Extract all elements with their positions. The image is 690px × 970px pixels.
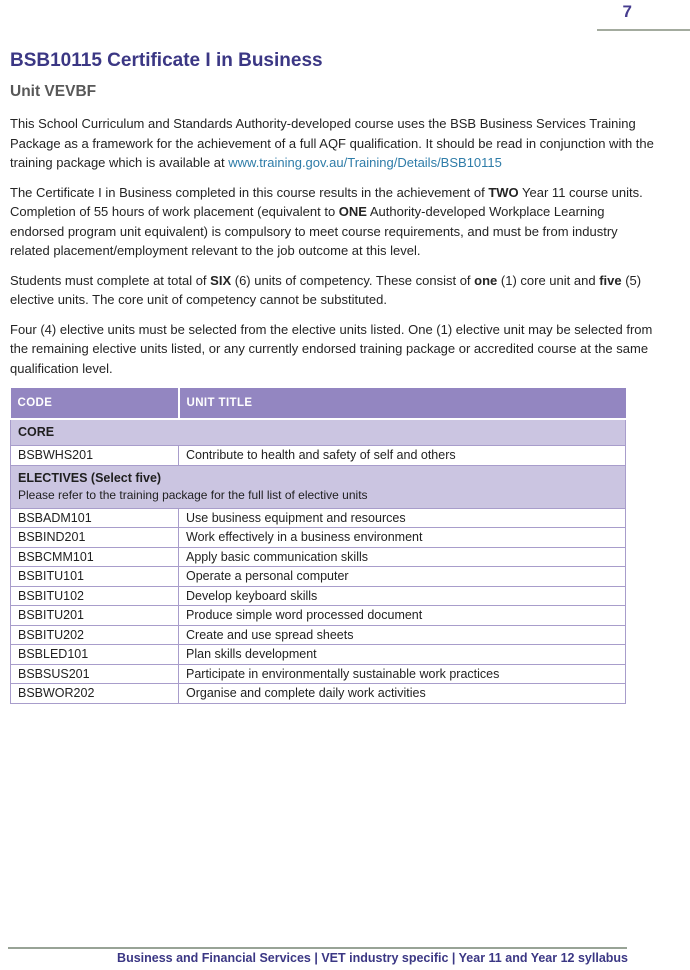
course-title: BSB10115 Certificate I in Business <box>10 50 323 71</box>
column-header-unit-title: UNIT TITLE <box>179 388 626 419</box>
text-run: (5) elective units. The core unit of competency cannot be substituted. <box>10 272 642 307</box>
unit-code: BSBITU102 <box>11 586 179 606</box>
footer-rule <box>8 947 627 949</box>
unit-code: BSBITU201 <box>11 606 179 626</box>
section-title: ELECTIVES (Select five) <box>18 470 162 485</box>
training-package-link[interactable]: www.training.gov.au/Training/Details/BSB10115 <box>228 155 502 170</box>
units-table <box>10 388 626 704</box>
page-number: 7 <box>622 2 632 21</box>
unit-subtitle: Unit VEVBF <box>10 83 97 100</box>
column-header-code: CODE <box>11 388 179 419</box>
bold-term: five <box>599 272 622 288</box>
paragraph <box>10 114 660 173</box>
text-run: Year 11 course units. Completion of 55 hours of work placement (equivalent to <box>10 184 643 219</box>
text-run: Authority-developed Workplace Learning endorsed program unit equivalent) is compulsory to meet course requirements, and must be from industry related placement/employment relevant to the job outcome at this level. <box>10 204 618 258</box>
unit-title: Operate a personal computer <box>179 567 626 587</box>
text-run: (6) units of competency. These consist of <box>231 272 475 288</box>
paragraph <box>10 183 660 261</box>
bold-term: one <box>474 272 498 288</box>
body-paragraphs <box>10 114 660 378</box>
unit-row <box>11 606 626 626</box>
bold-term: SIX <box>210 272 232 288</box>
unit-title: Organise and complete daily work activities <box>179 684 626 704</box>
unit-code: BSBLED101 <box>11 645 179 665</box>
unit-title: Produce simple word processed document <box>179 606 626 626</box>
unit-title: Plan skills development <box>179 645 626 665</box>
paragraph <box>10 271 660 310</box>
footer-text: Business and Financial Services | VET industry specific | Year 11 and Year 12 syllabus <box>117 951 628 965</box>
section-cell <box>11 419 626 446</box>
unit-title: Develop keyboard skills <box>179 586 626 606</box>
unit-row <box>11 645 626 665</box>
text-run: (1) core unit and <box>497 272 600 288</box>
unit-code: BSBSUS201 <box>11 664 179 684</box>
text-run: This School Curriculum and Standards Authority-developed course uses the BSB Business Services Training Package as a framework for the achievement of a full AQF qualification. It should be read in conjunction with the training package which is available at <box>10 116 654 170</box>
section-cell <box>11 465 626 508</box>
unit-title: Contribute to health and safety of self and others <box>179 446 626 466</box>
unit-code: BSBADM101 <box>11 508 179 528</box>
table-header-row <box>11 388 626 419</box>
text-run: Students must complete at total of <box>10 272 211 288</box>
unit-title: Work effectively in a business environment <box>179 528 626 548</box>
unit-code: BSBIND201 <box>11 528 179 548</box>
unit-title: Apply basic communication skills <box>179 547 626 567</box>
unit-row <box>11 547 626 567</box>
unit-title: Use business equipment and resources <box>179 508 626 528</box>
content-column <box>10 42 660 704</box>
unit-row <box>11 528 626 548</box>
bold-term: ONE <box>338 204 367 219</box>
unit-row <box>11 664 626 684</box>
unit-code: BSBITU202 <box>11 625 179 645</box>
table-section-row <box>11 419 626 446</box>
unit-title: Participate in environmentally sustainable work practices <box>179 664 626 684</box>
unit-code: BSBWOR202 <box>11 684 179 704</box>
unit-row <box>11 684 626 704</box>
unit-code: BSBWHS201 <box>11 446 179 466</box>
unit-code: BSBITU101 <box>11 567 179 587</box>
unit-row <box>11 508 626 528</box>
paragraph <box>10 320 660 379</box>
unit-row <box>11 446 626 466</box>
section-title: CORE <box>18 425 55 439</box>
section-note: Please refer to the training package for the full list of elective units <box>18 487 368 502</box>
page-number-rule <box>597 29 690 31</box>
table-section-row <box>11 465 626 508</box>
unit-row <box>11 567 626 587</box>
unit-title: Create and use spread sheets <box>179 625 626 645</box>
unit-code: BSBCMM101 <box>11 547 179 567</box>
text-run: The Certificate I in Business completed in this course results in the achievement of <box>10 184 489 200</box>
text-run: Four (4) elective units must be selected from the elective units listed. One (1) elective unit may be selected from the remaining elective units listed, or any currently endorsed training package or accredited course at the same qualification level. <box>10 321 653 376</box>
unit-row <box>11 625 626 645</box>
unit-row <box>11 586 626 606</box>
bold-term: TWO <box>488 184 519 200</box>
